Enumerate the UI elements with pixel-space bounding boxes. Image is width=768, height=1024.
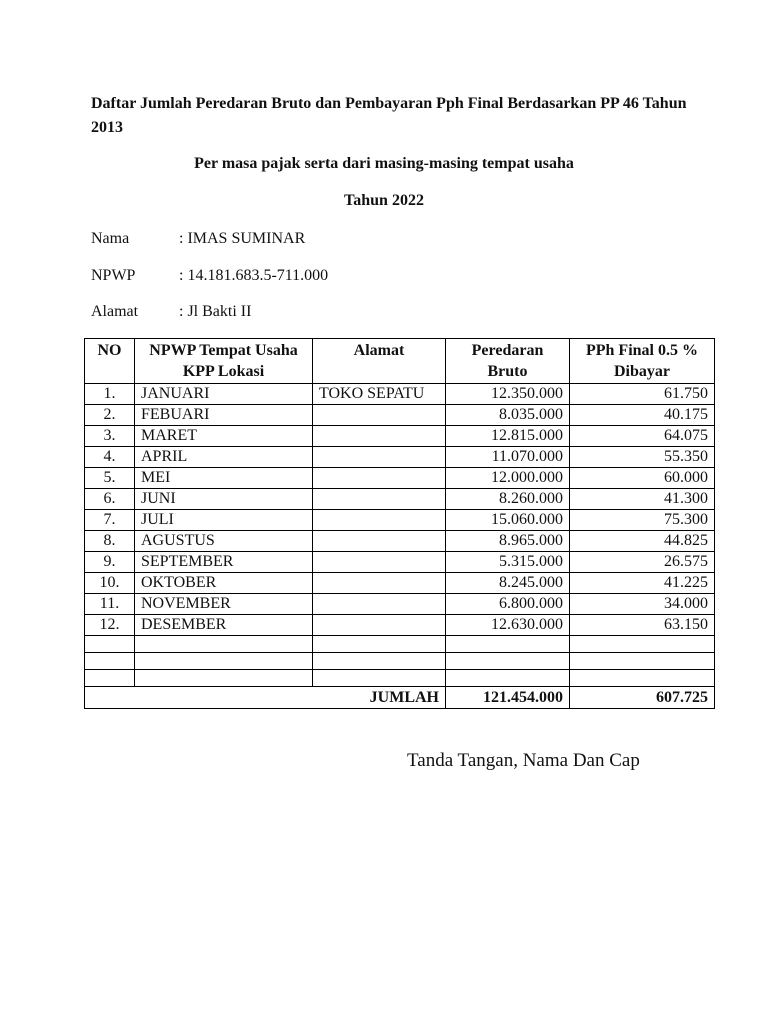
row-pph: 75.300 (570, 510, 715, 531)
row-month: JUNI (135, 489, 313, 510)
row-pph: 34.000 (570, 594, 715, 615)
empty-row (85, 653, 715, 670)
row-bruto: 8.965.000 (446, 531, 570, 552)
info-alamat-value: : Jl Bakti II (179, 303, 252, 320)
row-pph: 61.750 (570, 384, 715, 405)
row-bruto: 12.815.000 (446, 426, 570, 447)
document-subtitle: Per masa pajak serta dari masing-masing tempat usaha (194, 155, 574, 172)
row-bruto: 6.800.000 (446, 594, 570, 615)
row-alamat: TOKO SEPATU (313, 384, 446, 405)
row-bruto: 15.060.000 (446, 510, 570, 531)
row-month: DESEMBER (135, 615, 313, 636)
row-pph: 63.150 (570, 615, 715, 636)
row-month: OKTOBER (135, 573, 313, 594)
row-alamat (313, 510, 446, 531)
row-bruto: 8.260.000 (446, 489, 570, 510)
document-title: Daftar Jumlah Peredaran Bruto dan Pembayaran Pph Final Berdasarkan PP 46 Tahun 2013 (91, 95, 687, 136)
row-no: 7. (85, 510, 135, 531)
row-month: APRIL (135, 447, 313, 468)
header-bruto: Peredaran Bruto (446, 339, 570, 384)
row-alamat (313, 594, 446, 615)
row-pph: 60.000 (570, 468, 715, 489)
info-npwp-value: : 14.181.683.5-711.000 (179, 267, 329, 284)
row-no: 5. (85, 468, 135, 489)
row-bruto: 5.315.000 (446, 552, 570, 573)
row-alamat (313, 552, 446, 573)
row-month: NOVEMBER (135, 594, 313, 615)
table-row (85, 573, 715, 594)
table-body (85, 384, 715, 709)
row-month: AGUSTUS (135, 531, 313, 552)
table-row (85, 405, 715, 426)
row-month: JANUARI (135, 384, 313, 405)
table-row (85, 594, 715, 615)
total-bruto: 121.454.000 (446, 687, 570, 709)
header-npwp: NPWP Tempat Usaha KPP Lokasi (135, 339, 313, 384)
table-row (85, 447, 715, 468)
row-no: 8. (85, 531, 135, 552)
empty-row (85, 670, 715, 687)
row-pph: 41.225 (570, 573, 715, 594)
header-alamat: Alamat (313, 339, 446, 384)
row-no: 11. (85, 594, 135, 615)
row-alamat (313, 405, 446, 426)
row-no: 10. (85, 573, 135, 594)
table-row (85, 384, 715, 405)
table-row (85, 552, 715, 573)
signature-line: Tanda Tangan, Nama Dan Cap (407, 750, 640, 771)
row-no: 2. (85, 405, 135, 426)
row-month: FEBUARI (135, 405, 313, 426)
header-pph: PPh Final 0.5 % Dibayar (570, 339, 715, 384)
row-no: 4. (85, 447, 135, 468)
info-nama-value: : IMAS SUMINAR (179, 230, 306, 247)
row-no: 3. (85, 426, 135, 447)
row-alamat (313, 468, 446, 489)
report-table (84, 338, 715, 709)
info-alamat-label: Alamat (91, 303, 139, 320)
table-row (85, 426, 715, 447)
row-bruto: 8.245.000 (446, 573, 570, 594)
info-npwp-label: NPWP (91, 267, 136, 284)
table-row (85, 489, 715, 510)
row-pph: 40.175 (570, 405, 715, 426)
info-nama-label: Nama (91, 230, 130, 247)
info-alamat (91, 303, 251, 321)
table-row (85, 615, 715, 636)
row-month: SEPTEMBER (135, 552, 313, 573)
row-bruto: 11.070.000 (446, 447, 570, 468)
document-year: Tahun 2022 (344, 192, 424, 209)
table-row (85, 531, 715, 552)
row-month: MARET (135, 426, 313, 447)
header-no: NO (85, 339, 135, 384)
row-month: JULI (135, 510, 313, 531)
info-nama (91, 230, 305, 248)
row-alamat (313, 447, 446, 468)
row-pph: 64.075 (570, 426, 715, 447)
row-alamat (313, 573, 446, 594)
row-pph: 55.350 (570, 447, 715, 468)
row-no: 1. (85, 384, 135, 405)
row-alamat (313, 426, 446, 447)
table-row (85, 510, 715, 531)
row-pph: 44.825 (570, 531, 715, 552)
row-month: MEI (135, 468, 313, 489)
row-alamat (313, 489, 446, 510)
total-row (85, 687, 715, 709)
table-row (85, 468, 715, 489)
row-bruto: 12.350.000 (446, 384, 570, 405)
empty-row (85, 636, 715, 653)
row-alamat (313, 615, 446, 636)
row-pph: 26.575 (570, 552, 715, 573)
row-bruto: 12.000.000 (446, 468, 570, 489)
total-pph: 607.725 (570, 687, 715, 709)
row-alamat (313, 531, 446, 552)
row-bruto: 8.035.000 (446, 405, 570, 426)
row-no: 9. (85, 552, 135, 573)
row-pph: 41.300 (570, 489, 715, 510)
row-bruto: 12.630.000 (446, 615, 570, 636)
total-label: JUMLAH (85, 687, 446, 709)
row-no: 12. (85, 615, 135, 636)
table-header-row (85, 339, 715, 384)
row-no: 6. (85, 489, 135, 510)
info-npwp (91, 267, 328, 285)
